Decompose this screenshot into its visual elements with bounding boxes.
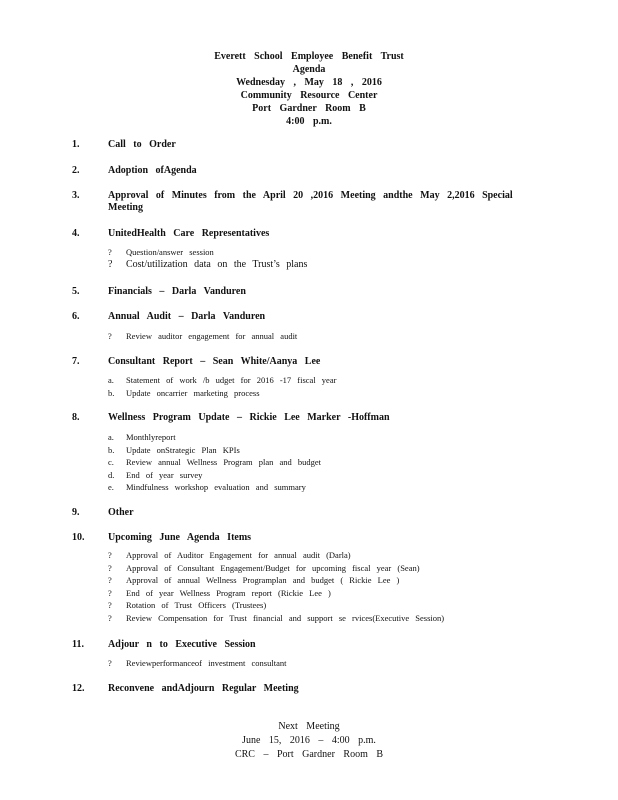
sub-item: c. Review annual Wellness Program plan and budget — [108, 457, 322, 467]
item-number: 7. — [72, 356, 80, 367]
sub-item: e. Mindfulness workshop evaluation and summary — [108, 482, 306, 492]
sub-item: ? Approval of annual Wellness Programplan and budget ( Rickie Lee ) — [108, 575, 400, 585]
next-meeting-footer — [0, 720, 618, 762]
item-number: 10. — [72, 532, 85, 543]
next-meeting-date: June 15, 2016 – 4:00 p.m. — [242, 735, 376, 746]
sub-item: a. Monthlyreport — [108, 432, 176, 442]
sub-item: ? Review auditor engagement for annual audit — [108, 331, 298, 341]
item-number: 4. — [72, 228, 80, 239]
item-number: 2. — [72, 165, 80, 176]
item-number: 5. — [72, 286, 80, 297]
sub-item: b. Update oncarrier marketing process — [108, 387, 260, 398]
item-number: 8. — [72, 412, 80, 423]
meeting-date: Wednesday , May 18 , 2016 — [236, 77, 382, 88]
item-title: Reconvene andAdjourn Regular Meeting — [108, 683, 299, 694]
item-title: UnitedHealth Care Representatives — [108, 228, 270, 239]
sub-item: b. Update onStrategic Plan KPIs — [108, 444, 240, 455]
sub-item: d. End of year survey — [108, 469, 203, 480]
sub-item: a. Statement of work /b udget for 2016 -17 fiscal year — [108, 375, 337, 385]
item-title: Other — [108, 507, 134, 518]
item-number: 3. — [72, 190, 80, 201]
item-number: 12. — [72, 683, 85, 694]
sub-item: ? Approval of Consultant Engagement/Budget for upcoming fiscal year (Sean) — [108, 562, 420, 573]
item-title: Financials – Darla Vanduren — [108, 286, 246, 297]
item-title: Upcoming June Agenda Items — [108, 532, 252, 543]
item-title: Adoption ofAgenda — [108, 165, 197, 176]
sub-item: ? Reviewperformanceof investment consultant — [108, 658, 287, 668]
next-meeting-location: CRC – Port Gardner Room B — [234, 749, 384, 760]
sub-item: ? Question/answer session — [108, 247, 214, 257]
item-title: Wellness Program Update – Rickie Lee Marker -Hoffman — [108, 412, 390, 423]
item-title: Call to Order — [108, 139, 176, 150]
meeting-time: 4:00 p.m. — [286, 116, 332, 127]
sub-item: ? Cost/utilization data on the Trust’s plans — [108, 258, 308, 270]
item-number: 11. — [72, 639, 84, 650]
item-title: Approval of Minutes from the April 20 ,2016 Meeting andthe May 2,2016 Special Meeting — [108, 190, 513, 213]
next-meeting-label: Next Meeting — [278, 721, 340, 732]
item-title: Consultant Report – Sean White/Aanya Lee — [108, 356, 321, 367]
sub-item: ? Approval of Auditor Engagement for annual audit (Darla) — [108, 550, 351, 560]
meeting-venue: Community Resource Center — [240, 90, 378, 101]
meeting-room: Port Gardner Room B — [252, 103, 366, 114]
organization-name: Everett School Employee Benefit Trust — [214, 51, 404, 62]
item-number: 9. — [72, 507, 80, 518]
sub-item: ? End of year Wellness Program report (Rickie Lee ) — [108, 587, 331, 598]
document-title: Agenda — [292, 64, 326, 75]
item-title: Annual Audit – Darla Vanduren — [108, 311, 266, 322]
agenda-header — [0, 50, 618, 128]
sub-item: ? Review Compensation for Trust financial and support se rvices(Executive Session) — [108, 612, 445, 623]
sub-item: ? Rotation of Trust Officers (Trustees) — [108, 600, 267, 610]
item-number: 6. — [72, 311, 80, 322]
item-title: Adjour n to Executive Session — [108, 639, 256, 650]
item-number: 1. — [72, 139, 80, 150]
